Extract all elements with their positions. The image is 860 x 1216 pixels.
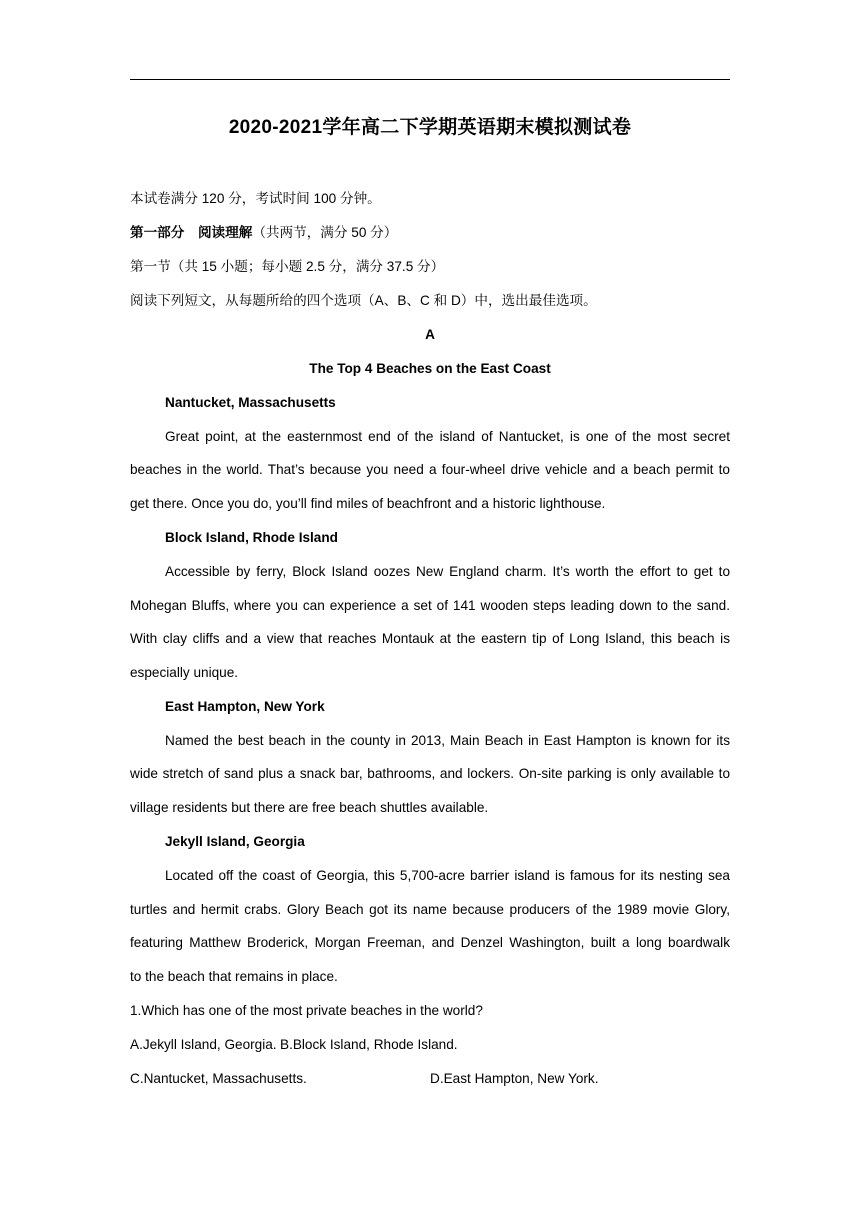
paragraph-line: With clay cliffs and a view that reaches Montauk at the eastern tip of Long Island, this beach is [130,631,730,646]
passage-heading: The Top 4 Beaches on the East Coast [309,361,551,376]
option-b: B.Block Island, Rhode Island. [280,1037,458,1052]
beach-subheading: East Hampton, New York [165,699,325,714]
paragraph-line: Accessible by ferry, Block Island oozes New England charm. It’s worth the effort to get to [165,564,730,579]
beach-subheading: Block Island, Rhode Island [165,530,338,545]
instruction: 阅读下列短文，从每题所给的四个选项（A、B、C 和 D）中，选出最佳选项。 [130,293,597,308]
paragraph-line: especially unique. [130,665,239,680]
paragraph-line: Located off the coast of Georgia, this 5,700-acre barrier island is famous for its nesting sea [165,868,730,883]
page-title: 2020-2021学年高二下学期英语期末模拟测试卷 [228,117,632,138]
paragraph-line: beaches in the world. That’s because you need a four-wheel drive vehicle and a beach permit to [130,462,730,477]
part-detail: （共两节，满分 50 分） [252,225,398,240]
paragraph-line: Mohegan Bluffs, where you can experience a set of 141 wooden steps leading down to the sand. [130,598,730,613]
paragraph-line: wide stretch of sand plus a snack bar, bathrooms, and lockers. On-site parking is only available to [130,766,730,781]
question-stem: 1.Which has one of the most private beaches in the world? [130,1003,483,1018]
beach-subheading: Jekyll Island, Georgia [165,834,305,849]
paragraph-line: Great point, at the easternmost end of the island of Nantucket, is one of the most secret [165,429,730,444]
exam-note: 本试卷满分 120 分，考试时间 100 分钟。 [130,191,381,206]
paragraph-line: featuring Matthew Broderick, Morgan Freeman, and Denzel Washington, built a long boardwalk [130,935,730,950]
header-rule [130,79,730,80]
part-heading [130,223,730,243]
paragraph-line: turtles and hermit crabs. Glory Beach got its name because producers of the 1989 movie Glory, [130,902,730,917]
passage-letter: A [425,327,435,342]
part-label: 第一部分 阅读理解 [130,225,253,240]
paragraph-line: get there. Once you do, you’ll find miles of beachfront and a historic lighthouse. [130,496,606,511]
section-heading: 第一节（共 15 小题；每小题 2.5 分，满分 37.5 分） [130,259,445,274]
option-a: A.Jekyll Island, Georgia. [130,1037,277,1052]
paragraph-line: village residents but there are free beach shuttles available. [130,800,489,815]
option-c: C.Nantucket, Massachusetts. [130,1071,307,1086]
paragraph-line: Named the best beach in the county in 2013, Main Beach in East Hampton is known for its [165,733,730,748]
paragraph-line: to the beach that remains in place. [130,969,338,984]
option-d: D.East Hampton, New York. [430,1071,599,1086]
beach-subheading: Nantucket, Massachusetts [165,395,336,410]
